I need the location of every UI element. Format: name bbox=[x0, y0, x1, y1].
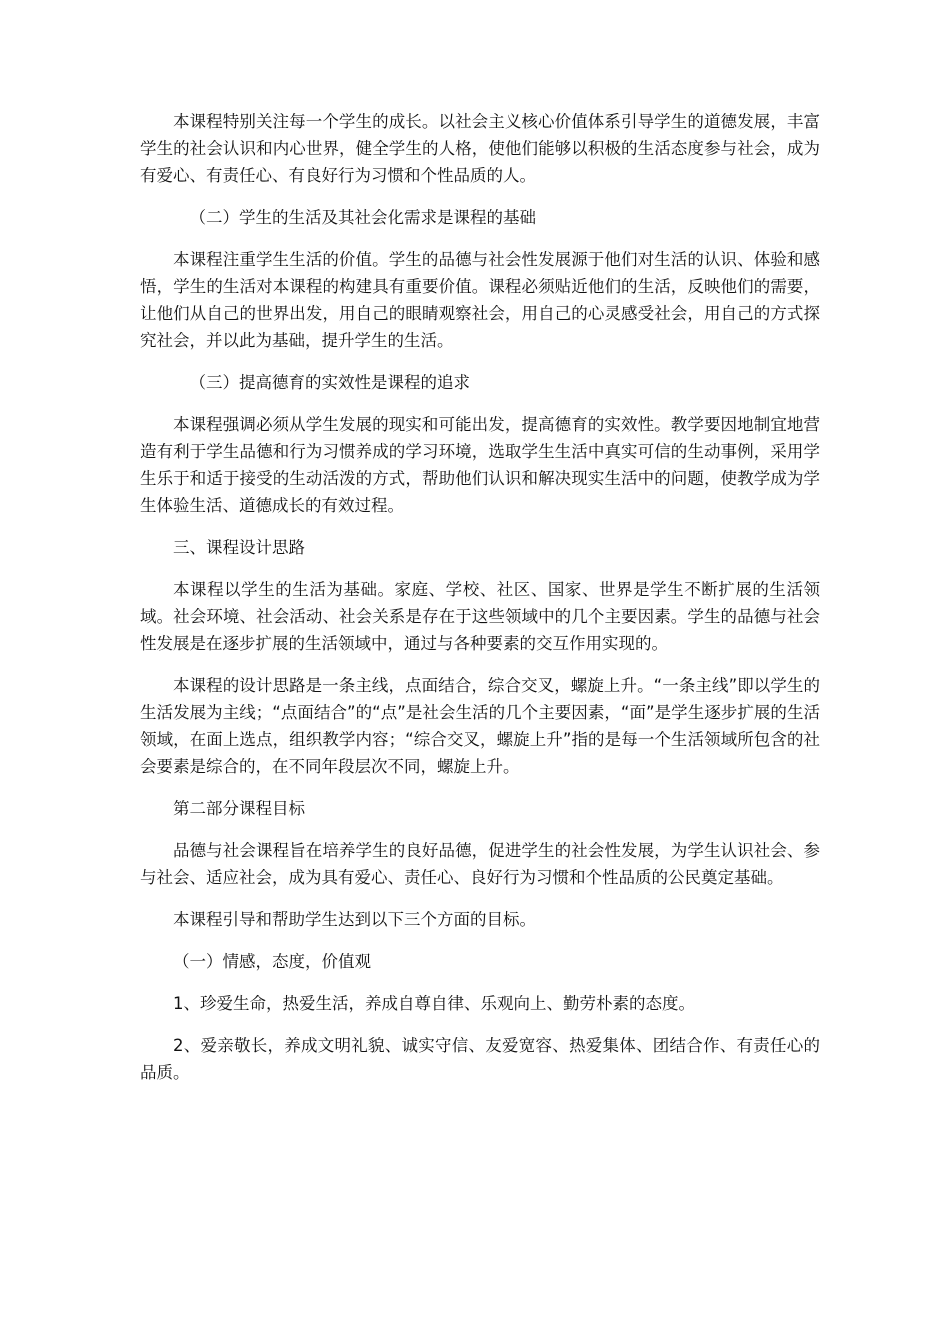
section-heading: （三）提高德育的实效性是课程的追求 bbox=[189, 373, 470, 392]
section-heading: 第二部分课程目标 bbox=[173, 799, 305, 818]
paragraph: 本课程以学生的生活为基础。家庭、学校、社区、国家、世界是学生不断扩展的生活领域。社会环境、社会活动、社会关系是存在于这些领域中的几个主要因素。学生的品德与社会性发展是在逐步扩展的生活领域中，通过与各种要素的交互作用实现的。 bbox=[140, 580, 820, 653]
paragraph: 本课程注重学生生活的价值。学生的品德与社会性发展源于他们对生活的认识、体验和感悟，学生的生活对本课程的构建具有重要价值。课程必须贴近他们的生活，反映他们的需要，让他们从自己的世界出发，用自己的眼睛观察社会，用自己的心灵感受社会，用自己的方式探究社会，并以此为基础，提升学生的生活。 bbox=[140, 250, 820, 350]
paragraph: 本课程特别关注每一个学生的成长。以社会主义核心价值体系引导学生的道德发展，丰富学生的社会认识和内心世界，健全学生的人格，使他们能够以积极的生活态度参与社会，成为有爱心、有责任心、有良好行为习惯和个性品质的人。 bbox=[140, 112, 820, 185]
section-heading: （一）情感，态度，价值观 bbox=[173, 952, 371, 971]
list-item: 2、爱亲敬长，养成文明礼貌、诚实守信、友爱宽容、热爱集体、团结合作、有责任心的品质。 bbox=[140, 1036, 820, 1082]
paragraph: 本课程的设计思路是一条主线，点面结合，综合交叉，螺旋上升。“一条主线”即以学生的生活发展为主线；“点面结合”的“点”是社会生活的几个主要因素，“面”是学生逐步扩展的生活领域，在面上选点，组织教学内容；“综合交叉，螺旋上升”指的是每一个生活领域所包含的社会要素是综合的，在不同年段层次不同，螺旋上升。 bbox=[140, 676, 820, 776]
list-item: 1、珍爱生命，热爱生活，养成自尊自律、乐观向上、勤劳朴素的态度。 bbox=[173, 994, 695, 1013]
paragraph: 品德与社会课程旨在培养学生的良好品德，促进学生的社会性发展，为学生认识社会、参与社会、适应社会，成为具有爱心、责任心、良好行为习惯和个性品质的公民奠定基础。 bbox=[140, 841, 820, 887]
paragraph: 本课程强调必须从学生发展的现实和可能出发，提高德育的实效性。教学要因地制宜地营造有利于学生品德和行为习惯养成的学习环境，选取学生生活中真实可信的生动事例，采用学生乐于和适于接受的生动活泼的方式，帮助他们认识和解决现实生活中的问题，使教学成为学生体验生活、道德成长的有效过程。 bbox=[140, 415, 820, 515]
document-body bbox=[140, 108, 820, 1101]
section-heading: 三、课程设计思路 bbox=[173, 538, 305, 557]
section-heading: （二）学生的生活及其社会化需求是课程的基础 bbox=[189, 208, 536, 227]
paragraph: 本课程引导和帮助学生达到以下三个方面的目标。 bbox=[173, 910, 536, 929]
